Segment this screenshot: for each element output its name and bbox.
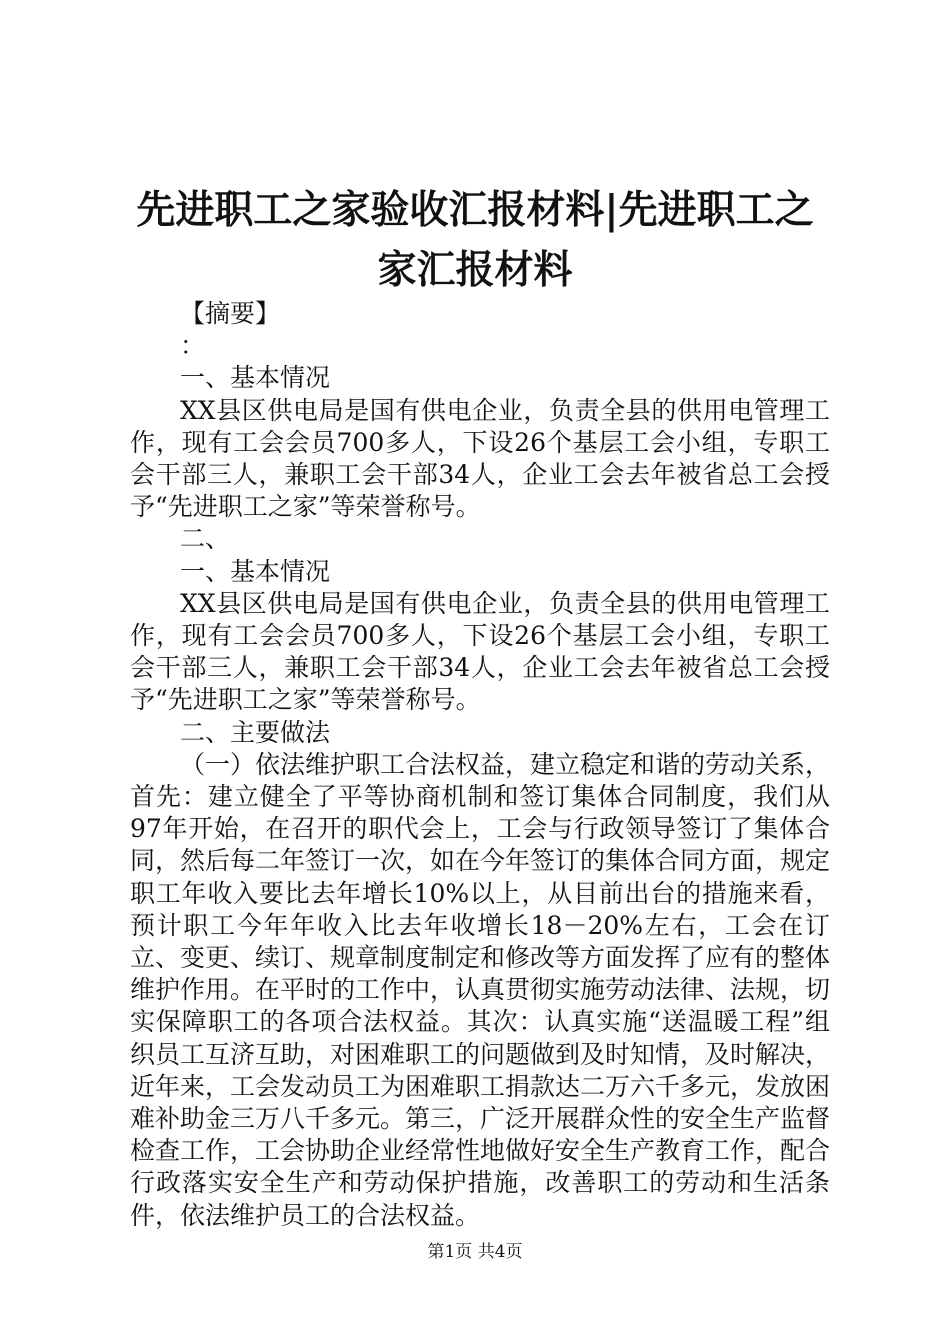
- page-number-footer: 第1页 共4页: [427, 1242, 523, 1262]
- document-title: 先进职工之家验收汇报材料|先进职工之家汇报材料: [136, 187, 814, 293]
- section-heading-two: 二、: [180, 524, 231, 554]
- section-heading-basic-2: 一、基本情况: [180, 556, 331, 586]
- paragraph-basic-1: XX县区供电局是国有供电企业，负责全县的供用电管理工作，现有工会会员700多人，下设26个基层工会小组，专职工会干部三人，兼职工会干部34人，企业工会去年被省总工会授予“先进职工之家”等荣誉称号。: [130, 395, 830, 522]
- section-heading-main-practices: 二、主要做法: [180, 717, 331, 747]
- paragraph-basic-2: XX县区供电局是国有供电企业，负责全县的供用电管理工作，现有工会会员700多人，下设26个基层工会小组，专职工会干部三人，兼职工会干部34人，企业工会去年被省总工会授予“先进职工之家”等荣誉称号。: [130, 588, 830, 715]
- document-body: [130, 298, 830, 1232]
- section-heading-basic-1: 一、基本情况: [180, 363, 331, 393]
- paragraph-practices-1: （一）依法维护职工合法权益，建立稳定和谐的劳动关系，首先：建立健全了平等协商机制和签订集体合同制度，我们从97年开始，在召开的职代会上，工会与行政领导签订了集体合同，然后每二年签订一次，如在今年签订的集体合同方面，规定职工年收入要比去年增长10%以上，从目前出台的措施来看，预计职工今年年收入比去年收增长18－20%左右，工会在订立、变更、续订、规章制度制定和修改等方面发挥了应有的整体维护作用。在平时的工作中，认真贯彻实施劳动法律、法规，切实保障职工的各项合法权益。其次：认真实施“送温暖工程”组织员工互济互助，对困难职工的问题做到及时知情，及时解决，近年来，工会发动员工为困难职工捐款达二万六千多元，发放困难补助金三万八千多元。第三，广泛开展群众性的安全生产监督检查工作，工会协助企业经常性地做好安全生产教育工作，配合行政落实安全生产和劳动保护措施，改善职工的劳动和生活条件，依法维护员工的合法权益。: [130, 749, 831, 1230]
- abstract-heading: 【摘要】: [180, 299, 281, 328]
- abstract-colon: ：: [180, 331, 206, 361]
